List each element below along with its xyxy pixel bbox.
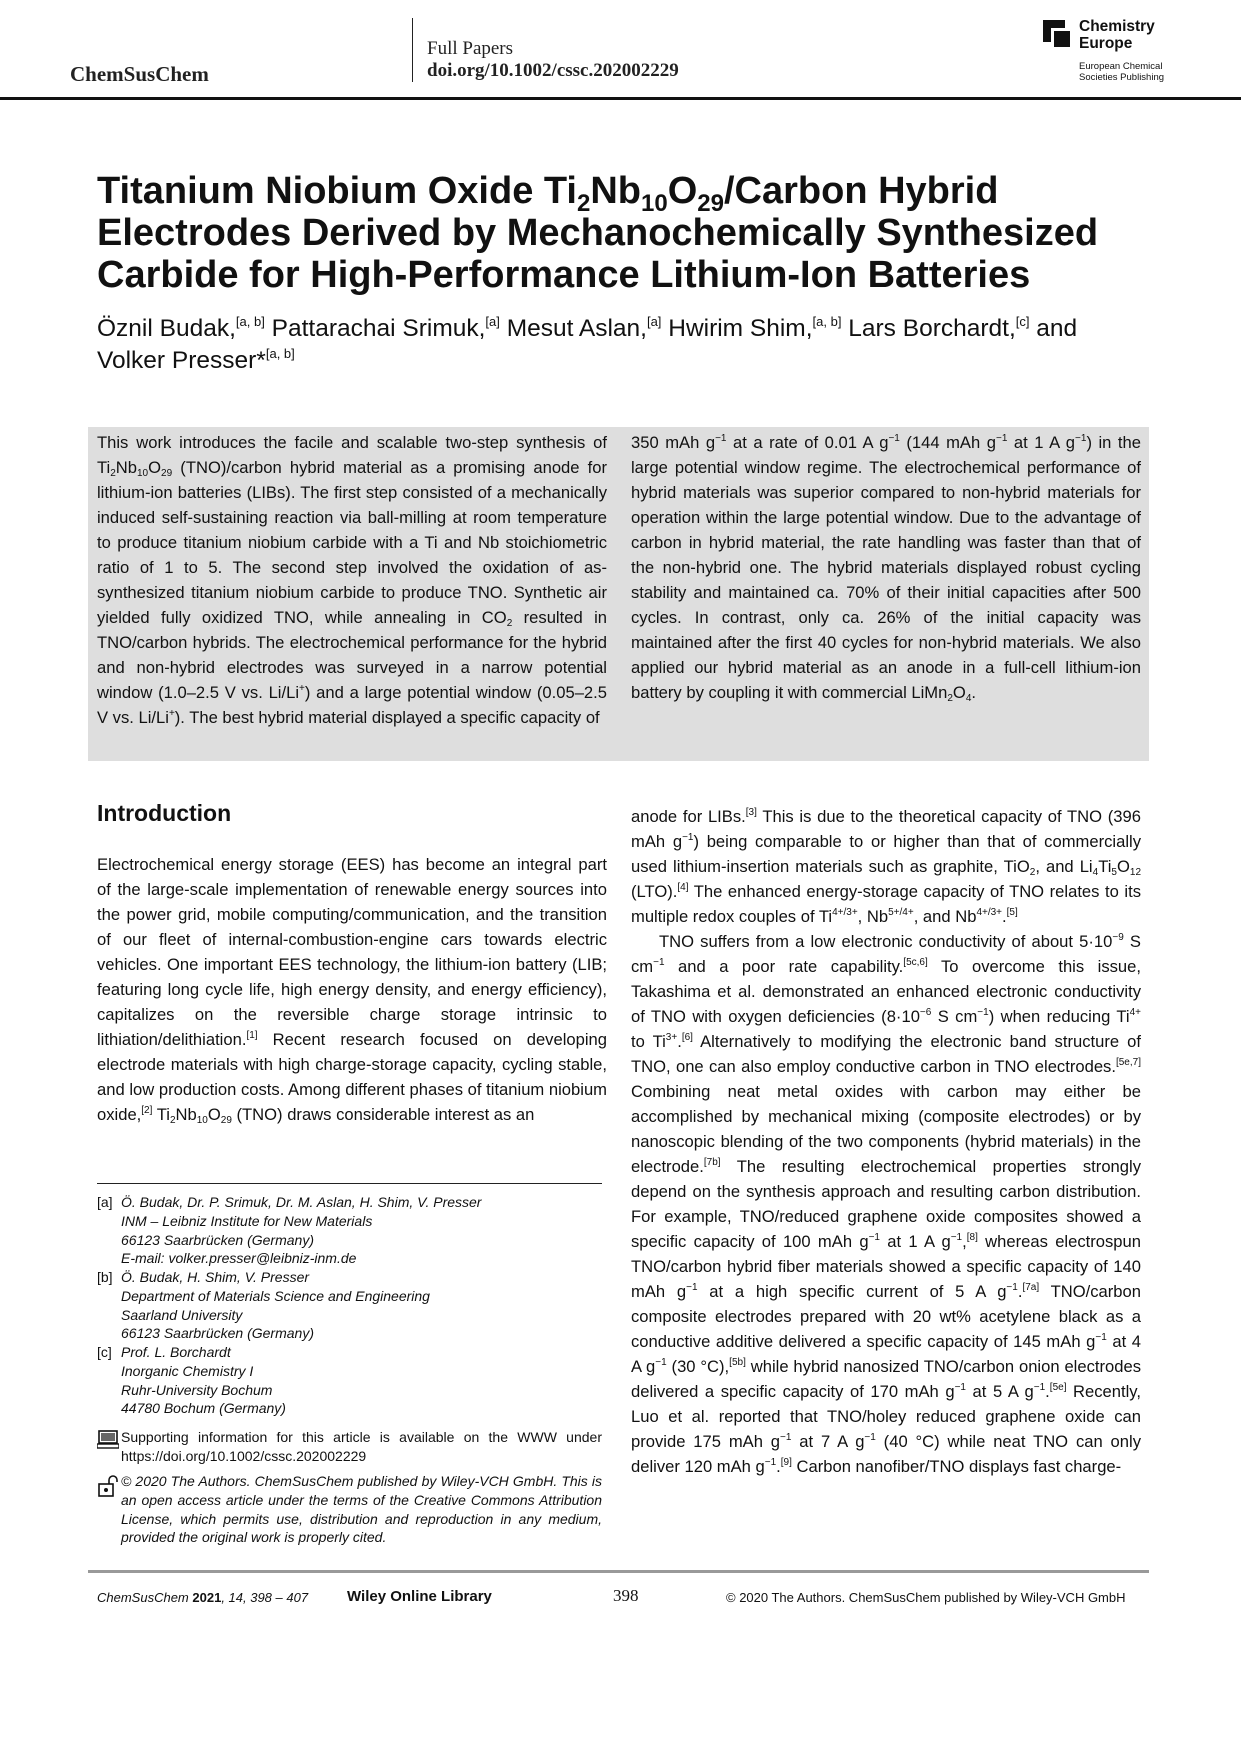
section-type: Full Papers [427,38,514,59]
abstract-right-column: 350 mAh $g^{-1}$ at a rate of 0.01 A $g^{-1}$ (144 mAh $g^{-1}$ at 1 A $g^{-1}$) in the large potential window regime. The electrochemical performance of hybrid materials was superior compared to non-hybrid materials for operation within the large potential window. Due to the advantage of carbon in hybrid material, the rate handling was faster than that of the non-hybrid one. The hybrid materials displayed robust cycling stability and maintained ca. 70% of their initial capacities after 500 cycles. In contrast, only ca. 26% of the initial capacity was maintained after the first 40 cycles for non-hybrid materials. We also applied our hybrid material as an anode in a full-cell lithium-ion battery by coupling it with commercial $LiMn_2O_4$. [631,433,1141,704]
page-number: 398 [613,1586,639,1605]
footer-citation [97,1590,308,1605]
supporting-info-text[interactable]: Supporting information for this article is available on the WWW under https://doi.org/10.1002/cssc.202002229 [121,1429,602,1464]
affiliation-email[interactable]: E-mail: volker.presser@leibniz-inm.de [121,1250,357,1267]
header-divider [412,18,413,82]
logo-subtitle-line-1: European Chemical [1079,61,1163,72]
logo-title-line-1: Chemistry [1079,18,1155,35]
wiley-online-library-link[interactable]: Wiley Online Library [347,1588,492,1605]
introduction-left-column: Electrochemical energy storage (EES) has become an integral part of the large-scale implementation of renewable energy sources into the power grid, mobile computing/communication, and the transition of our fleet of internal-combustion-engine cars towards electric vehicles. One important EES technology, the lithium-ion battery (LIB; featuring long cycle life, high energy density, and energy efficiency), capitalizes on the reversible charge storage intrinsic to lithiation/delithiation.[1] Recent research focused on developing electrode materials with high charge-storage capacity, cycling stable, and low production costs. Among different phases of titanium niobium oxide,[2] $Ti_2Nb_{10}O_{29}$ (TNO) draws considerable interest as an [97,855,607,1126]
affiliation-line: Inorganic Chemistry I [121,1362,254,1379]
author-list: Öznil Budak,[a, b] Pattarachai Srimuk,[a] Mesut Aslan,[a] Hwirim Shim,[a, b] Lars Borchardt,[c] and Volker Presser*[a, b] [97,314,1078,374]
logo-subtitle [1079,61,1164,83]
article-title: Titanium Niobium Oxide $Ti_2Nb_{10}O_{29}$/Carbon Hybrid Electrodes Derived by Mechanochemically Synthesized Carbide for High-Performance Lithium-Ion Batteries [97,170,1099,296]
logo-title [1079,18,1155,52]
introduction-right-column [631,804,1141,1479]
journal-name: ChemSusChem [70,62,209,86]
affiliation-line: Prof. L. Borchardt [121,1344,231,1360]
introduction-heading: Introduction [97,800,232,826]
logo-subtitle-line-2: Societies Publishing [1079,72,1165,83]
affiliation-line: 66123 Saarbrücken (Germany) [121,1325,314,1342]
page-header [0,0,1241,100]
affiliation-line: 44780 Bochum (Germany) [121,1400,286,1417]
affiliation-line: Ruhr-University Bochum [121,1381,273,1398]
affiliation-tag: [b] [97,1269,113,1285]
footnote-rule [97,1183,602,1184]
header-rule [0,97,1241,100]
computer-icon [97,1430,119,1450]
abstract-left-column: This work introduces the facile and scalable two-step synthesis of $Ti_2Nb_{10}O_{29}$ (TNO)/carbon hybrid material as a promising anode for lithium-ion batteries (LIBs). The first step consisted of a mechanically induced self-sustaining reaction via ball-milling at room temperature to produce titanium niobium carbide with a Ti and Nb stoichiometric ratio of 1 to 5. The second step involved the oxidation of as-synthesized titanium niobium carbide to produce TNO. Synthetic air yielded fully oxidized TNO, while annealing in $CO_2$ resulted in TNO/carbon hybrids. The electrochemical performance for the hybrid and non-hybrid electrodes was surveyed in a narrow potential window (1.0–2.5 V vs. Li/Li+) and a large potential window (0.05–2.5 V vs. Li/Li+). The best hybrid material displayed a specific capacity of [97,433,607,727]
footer-rule [88,1570,1149,1573]
introduction-paragraph: TNO suffers from a low electronic conductivity of about $5\cdot 10^{-9}$ S $cm^{-1}$ and a poor rate capability.[5c,6] To overcome this issue, Takashima et al. demonstrated an enhanced electronic conductivity of TNO with oxygen deficiencies ($8\cdot 10^{-6}$ S $cm^{-1}$) when reducing $Ti^{4+}$ to $Ti^{3+}.[6]$ Alternatively to modifying the electronic band structure of TNO, one can also employ conductive carbon in TNO electrodes.[5e,7] Combining neat metal oxides with carbon may either be accomplished by mechanical mixing (composite electrodes) or by nanoscopic blending of the two components (hybrid materials) in the electrode.[7b] The resulting electrochemical properties strongly depend on the synthesis approach and resulting carbon distribution. For example, TNO/reduced graphene oxide composites showed a specific capacity of 100 mAh $g^{-1}$ at 1 A $g^{-1},[8]$ whereas electrospun TNO/carbon hybrid fiber materials showed a specific capacity of 140 mAh $g^{-1}$ at a high specific current of 5 A $g^{-1}.[7a]$ TNO/carbon composite electrodes prepared with 20 wt% acetylene black as a conductive additive delivered a specific capacity of 145 mAh $g^{-1}$ at 4 A $g^{-1}$ (30 °C),[5b] while hybrid nanosized TNO/carbon onion electrodes delivered a specific capacity of 170 mAh $g^{-1}$ at 5 A $g^{-1}.[5e]$ Recently, Luo et al. reported that TNO/holey reduced graphene oxide can provide 175 mAh $g^{-1}$ at 7 A $g^{-1}$ (40 °C) while neat TNO can only deliver 120 mAh $g^{-1}.[9]$ Carbon nanofiber/TNO displays fast charge- [631,932,1142,1476]
footer-copyright: © 2020 The Authors. ChemSusChem published by Wiley-VCH GmbH [726,1590,1126,1605]
affiliation-line: Department of Materials Science and Engineering [121,1287,430,1304]
license-text: © 2020 The Authors. ChemSusChem published by Wiley-VCH GmbH. This is an open access article under the terms of the Creative Commons Attribution License, which permits use, distribution and reproduction in any medium, provided the original work is properly cited. [121,1473,602,1546]
logo-title-line-2: Europe [1079,35,1133,52]
affiliation-tag: [c] [97,1344,112,1360]
introduction-paragraph: anode for LIBs.[3] This is due to the theoretical capacity of TNO (396 mAh $g^{-1}$) being comparable to or higher than that of commercially used lithium-insertion materials such as graphite, TiO$_2$, and $Li_4Ti_5O_{12}$ (LTO).[4] The enhanced energy-storage capacity of TNO relates to its multiple redox couples of $Ti^{4+/3+}$, $Nb^{5+/4+}$, and $Nb^{4+/3+}.[5]$ [631,807,1142,926]
footer-year: 2021 [192,1590,222,1605]
publisher-logo[interactable] [1043,18,1173,82]
affiliation-line: Saarland University [121,1306,243,1323]
doi-link[interactable]: doi.org/10.1002/cssc.202002229 [427,60,679,81]
affiliation-line: INM – Leibniz Institute for New Materials [121,1212,373,1229]
affiliation-tag: [a] [97,1194,113,1210]
footer-volume-pages: , 14, 398 – 407 [221,1590,309,1605]
footer-journal: ChemSusChem [97,1590,189,1605]
chemistry-europe-logo-icon [1043,20,1073,50]
open-access-lock-icon [97,1474,119,1498]
affiliation-line: Ö. Budak, Dr. P. Srimuk, Dr. M. Aslan, H. Shim, V. Presser [121,1194,482,1210]
affiliation-line: 66123 Saarbrücken (Germany) [121,1231,314,1248]
affiliation-line: Ö. Budak, H. Shim, V. Presser [121,1269,310,1285]
